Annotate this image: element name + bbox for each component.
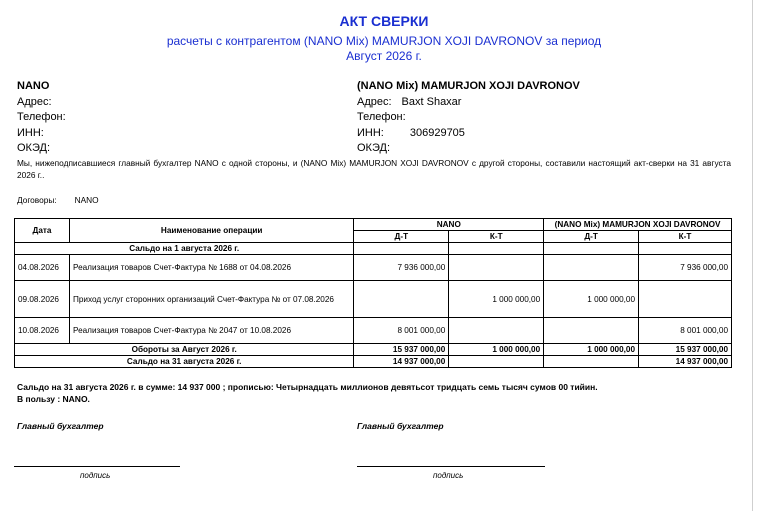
row-right-credit <box>639 281 732 318</box>
reconciliation-table <box>14 218 732 368</box>
contracts-line <box>17 195 99 205</box>
right-address-value: Baxt Shaxar <box>401 95 462 108</box>
contracts-value: NANO <box>74 195 99 205</box>
group-header-right: (NANO Mix) MAMURJON XOJI DAVRONOV <box>544 219 732 231</box>
right-phone-label: Телефон: <box>357 111 406 123</box>
document-subtitle: расчеты с контрагентом (NANO Mix) MAMURJON XOJI DAVRONOV за период <box>166 34 602 48</box>
closing-left-credit <box>449 356 544 368</box>
closing-balance-row <box>15 356 732 368</box>
left-signature-line <box>14 466 180 467</box>
row-left-credit <box>449 318 544 344</box>
column-header-right-debit: Д-Т <box>544 231 639 243</box>
row-date: 09.08.2026 <box>15 281 70 318</box>
table-row <box>15 281 732 318</box>
row-right-debit: 1 000 000,00 <box>544 281 639 318</box>
row-right-debit <box>544 318 639 344</box>
row-left-debit: 8 001 000,00 <box>354 318 449 344</box>
turnover-left-credit: 1 000 000,00 <box>449 344 544 356</box>
closing-right-debit <box>544 356 639 368</box>
in-favor-text: В пользу : NANO. <box>17 394 90 404</box>
row-left-credit: 1 000 000,00 <box>449 281 544 318</box>
right-party-name: (NANO Mix) MAMURJON XOJI DAVRONOV <box>357 80 580 92</box>
closing-balance-text: Сальдо на 31 августа 2026 г. в сумме: 14 937 000 ; прописью: Четырнадцать миллионов девятьсот тридцать семь тысяч сумов 00 тийин. <box>17 382 598 392</box>
turnover-right-credit: 15 937 000,00 <box>639 344 732 356</box>
closing-left-debit: 14 937 000,00 <box>354 356 449 368</box>
left-party-block <box>17 79 76 157</box>
turnover-right-debit: 1 000 000,00 <box>544 344 639 356</box>
document-title: АКТ СВЕРКИ <box>339 13 429 29</box>
turnover-left-debit: 15 937 000,00 <box>354 344 449 356</box>
closing-balance-label: Сальдо на 31 августа 2026 г. <box>15 356 354 368</box>
opening-balance-row <box>15 243 732 255</box>
row-right-credit: 8 001 000,00 <box>639 318 732 344</box>
turnover-label: Обороты за Август 2026 г. <box>15 344 354 356</box>
right-inn-value: 306929705 <box>409 126 465 139</box>
left-phone-label: Телефон: <box>17 111 66 123</box>
right-signature-title: Главный бухгалтер <box>357 421 444 431</box>
row-date: 04.08.2026 <box>15 255 70 281</box>
turnover-row <box>15 344 732 356</box>
page-edge-divider <box>752 0 753 511</box>
right-address-label: Адрес: <box>357 95 392 108</box>
opening-left-credit <box>449 243 544 255</box>
row-left-credit <box>449 255 544 281</box>
row-operation: Реализация товаров Счет-Фактура № 2047 от 10.08.2026 <box>69 318 353 344</box>
right-party-block <box>357 79 580 157</box>
row-right-debit <box>544 255 639 281</box>
row-date: 10.08.2026 <box>15 318 70 344</box>
column-header-left-debit: Д-Т <box>354 231 449 243</box>
column-header-right-credit: К-Т <box>639 231 732 243</box>
left-signature-caption: подпись <box>80 471 111 480</box>
left-party-name: NANO <box>17 80 50 92</box>
right-signature-caption: подпись <box>433 471 464 480</box>
row-left-debit <box>354 281 449 318</box>
left-okved-label: ОКЭД: <box>17 142 51 154</box>
column-header-left-credit: К-Т <box>449 231 544 243</box>
row-right-credit: 7 936 000,00 <box>639 255 732 281</box>
closing-right-credit: 14 937 000,00 <box>639 356 732 368</box>
right-signature-line <box>357 466 545 467</box>
column-header-operation: Наименование операции <box>69 219 353 243</box>
row-operation: Реализация товаров Счет-Фактура № 1688 от 04.08.2026 <box>69 255 353 281</box>
closing-statement <box>17 381 598 405</box>
table-row <box>15 318 732 344</box>
opening-left-debit <box>354 243 449 255</box>
left-signature-title: Главный бухгалтер <box>17 421 104 431</box>
intro-paragraph: Мы, нижеподписавшиеся главный бухгалтер NANO с одной стороны, и (NANO Mix) MAMURJON XOJI DAVRONOV с другой стороны, составили настоящий акт-сверки на 31 августа 2026 г.. <box>17 158 731 180</box>
opening-right-credit <box>639 243 732 255</box>
row-left-debit: 7 936 000,00 <box>354 255 449 281</box>
left-inn-label: ИНН: <box>17 126 44 139</box>
contracts-label: Договоры: <box>17 195 57 205</box>
opening-balance-label: Сальдо на 1 августа 2026 г. <box>15 243 354 255</box>
column-header-date: Дата <box>15 219 70 243</box>
document-period: Август 2026 г. <box>346 49 422 63</box>
right-inn-label: ИНН: <box>357 126 384 139</box>
left-address-label: Адрес: <box>17 95 52 108</box>
table-row <box>15 255 732 281</box>
right-okved-label: ОКЭД: <box>357 142 391 154</box>
row-operation: Приход услуг сторонних организаций Счет-Фактура № от 07.08.2026 <box>69 281 353 318</box>
group-header-left: NANO <box>354 219 544 231</box>
opening-right-debit <box>544 243 639 255</box>
